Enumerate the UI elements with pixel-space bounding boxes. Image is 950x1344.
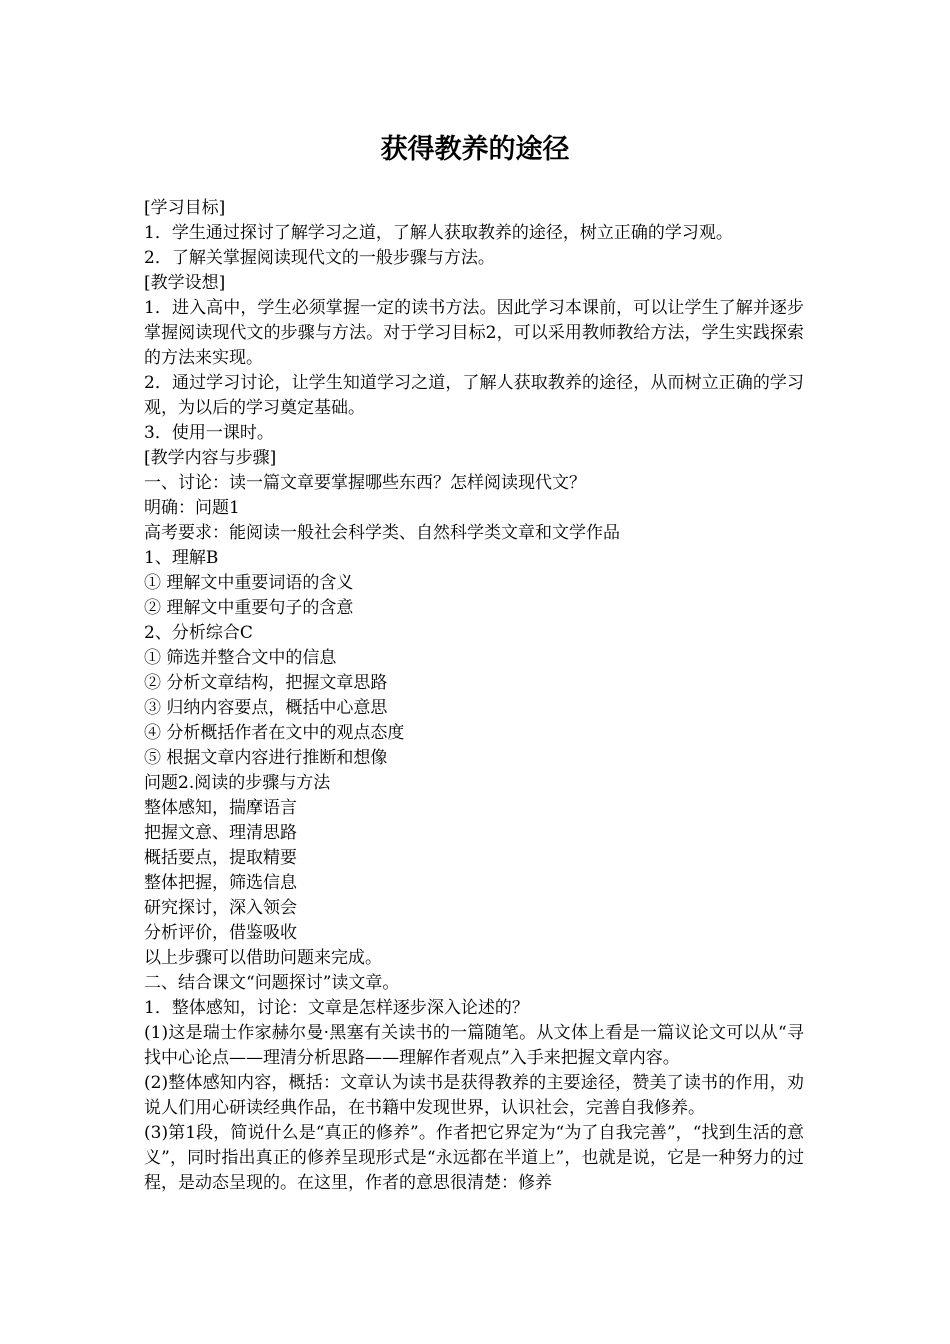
paragraph: ⑤ 根据文章内容进行推断和想像 — [144, 748, 388, 768]
paragraph: 一、讨论：读一篇文章要掌握哪些东西？怎样阅读现代文？ — [144, 473, 586, 493]
paragraph: ① 筛选并整合文中的信息 — [144, 648, 337, 668]
paragraph: 高考要求：能阅读一般社会科学类、自然科学类文章和文学作品 — [144, 523, 620, 543]
paragraph: 问题2.阅读的步骤与方法 — [144, 773, 331, 793]
paragraph: 1．学生通过探讨了解学习之道，了解人获取教养的途径，树立正确的学习观。 — [144, 223, 733, 243]
paragraph: 把握文意、理清思路 — [144, 823, 297, 843]
paragraph: 整体把握，筛选信息 — [144, 873, 297, 893]
paragraph: ④ 分析概括作者在文中的观点态度 — [144, 723, 405, 743]
paragraph: [教学设想] — [144, 273, 226, 293]
paragraph: [学习目标] — [144, 198, 226, 218]
document-body — [144, 196, 804, 1196]
paragraph: ① 理解文中重要词语的含义 — [144, 573, 354, 593]
paragraph: ② 分析文章结构，把握文章思路 — [144, 673, 388, 693]
paragraph: 1、理解B — [144, 548, 219, 568]
paragraph: ③ 归纳内容要点，概括中心意思 — [144, 698, 388, 718]
paragraph: 2．通过学习讨论，让学生知道学习之道，了解人获取教养的途径，从而树立正确的学习观，为以后的学习奠定基础。 — [144, 373, 804, 418]
paragraph: 2、分析综合C — [144, 623, 253, 643]
paragraph: 3．使用一课时。 — [144, 423, 274, 443]
paragraph: (1)这是瑞士作家赫尔曼·黑塞有关读书的一篇随笔。从文体上看是一篇议论文可以从“寻找中心论点——理清分析思路——理解作者观点”入手来把握文章内容。 — [144, 1023, 804, 1068]
paragraph: (2)整体感知内容，概括：文章认为读书是获得教养的主要途径，赞美了读书的作用，劝说人们用心研读经典作品，在书籍中发现世界，认识社会，完善自我修养。 — [144, 1073, 804, 1118]
paragraph: ② 理解文中重要句子的含意 — [144, 598, 354, 618]
paragraph: [教学内容与步骤] — [144, 448, 277, 468]
document-title: 获得教养的途径 — [380, 134, 570, 165]
paragraph: 研究探讨，深入领会 — [144, 898, 297, 918]
paragraph: 1．进入高中，学生必须掌握一定的读书方法。因此学习本课前，可以让学生了解并逐步掌握阅读现代文的步骤与方法。对于学习目标2，可以采用教师教给方法，学生实践探索的方法来实现。 — [144, 298, 804, 368]
paragraph: (3)第1段，简说什么是“真正的修养”。作者把它界定为“为了自我完善”，“找到生活的意义”，同时指出真正的修养呈现形式是“永远都在半道上”，也就是说，它是一种努力的过程，是动态呈现的。在这里，作者的意思很清楚：修养 — [144, 1123, 804, 1193]
paragraph: 以上步骤可以借助问题来完成。 — [144, 948, 382, 968]
paragraph: 二、结合课文“问题探讨”读文章。 — [144, 973, 400, 993]
paragraph: 明确：问题1 — [144, 498, 240, 518]
paragraph: 2．了解关掌握阅读现代文的一般步骤与方法。 — [144, 248, 495, 268]
paragraph: 概括要点，提取精要 — [144, 848, 297, 868]
paragraph: 分析评价，借鉴吸收 — [144, 923, 297, 943]
paragraph: 整体感知，揣摩语言 — [144, 798, 297, 818]
paragraph: 1．整体感知，讨论：文章是怎样逐步深入论述的？ — [144, 998, 529, 1018]
